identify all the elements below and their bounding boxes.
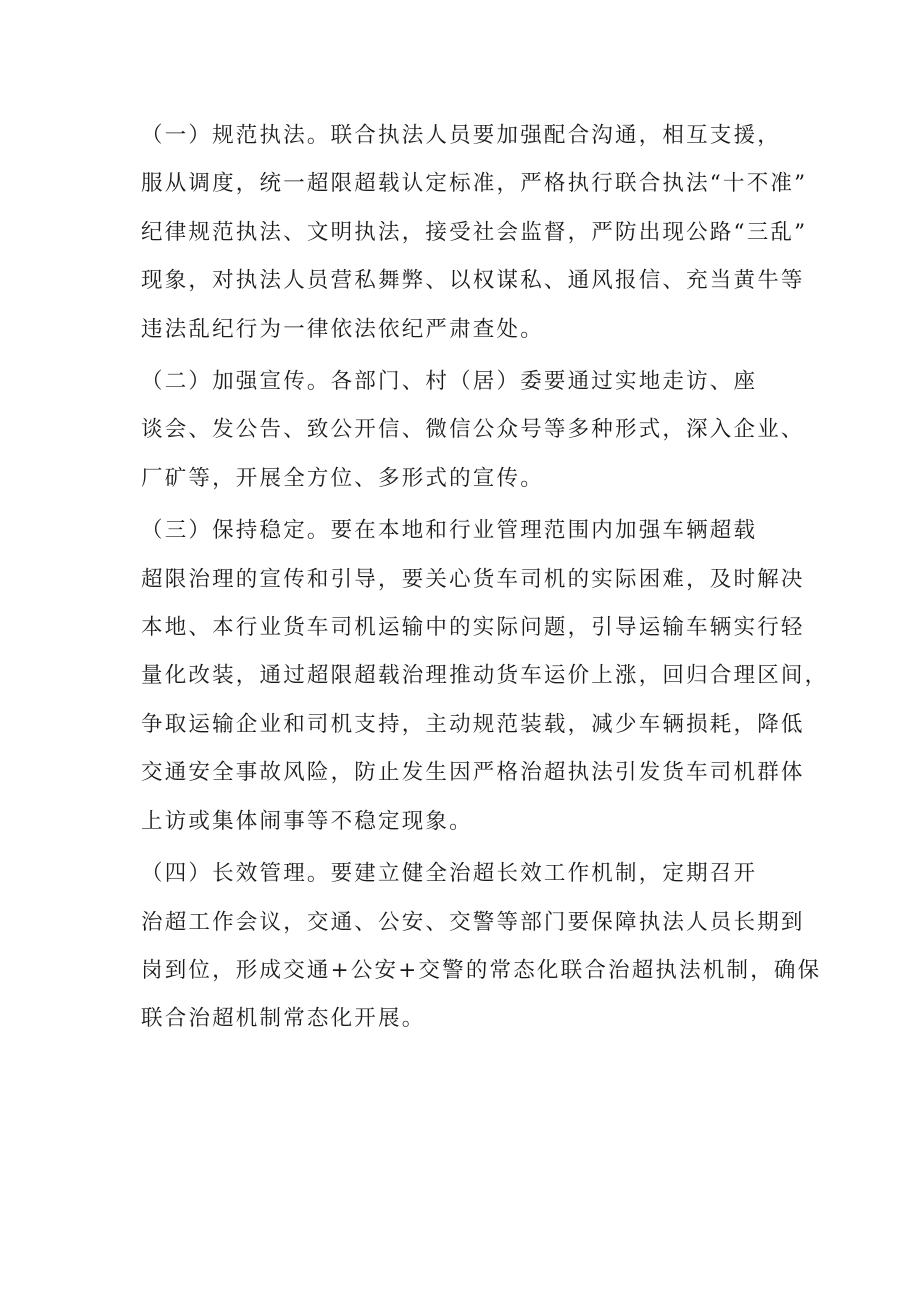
paragraph-strengthen-publicity: [141, 358, 805, 503]
text-line: （一）规范执法。联合执法人员要加强配合沟通，相互支援，: [141, 123, 781, 148]
text-line: 超限治理的宣传和引导，要关心货车司机的实际困难，及时解决: [141, 566, 805, 592]
text-line: 本地、本行业货车司机运输中的实际问题，引导运输车辆实行轻: [141, 615, 805, 641]
text-line: 违法乱纪行为一律依法依纪严肃查处。: [141, 316, 544, 342]
text-line: 争取运输企业和司机支持，主动规范装载，减少车辆损耗，降低: [141, 711, 805, 737]
text-line: （三）保持稳定。要在本地和行业管理范围内加强车辆超载: [141, 518, 758, 544]
text-line: 厂矿等，开展全方位、多形式的宣传。: [141, 465, 544, 491]
paragraph-maintain-stability: [141, 507, 829, 846]
text-line: （四）长效管理。要建立健全治超长效工作机制，定期召开: [141, 861, 758, 887]
paragraph-long-term-management: [141, 850, 822, 1044]
text-line: 交通安全事故风险，防止发生因严格治超执法引发货车司机群体: [141, 760, 805, 786]
text-line: （二）加强宣传。各部门、村（居）委要通过实地走访、座: [141, 369, 758, 395]
document-body: [141, 112, 829, 1048]
text-line: 联合治超机制常态化开展。: [141, 1006, 426, 1032]
text-line: 谈会、发公告、致公开信、微信公众号等多种形式，深入企业、: [141, 417, 805, 443]
text-line: 服从调度，统一超限超载认定标准，严格执行联合执法“十不准”: [141, 171, 808, 197]
paragraph-standardize-enforcement: [141, 112, 808, 354]
text-line: 现象，对执法人员营私舞弊、以权谋私、通风报信、充当黄牛等: [141, 268, 805, 294]
text-line: 岗到位，形成交通+公安+交警的常态化联合治超执法机制，确保: [141, 957, 822, 983]
text-line: 上访或集体闹事等不稳定现象。: [141, 808, 473, 834]
text-line: 量化改装，通过超限超载治理推动货车运价上涨，回归合理区间，: [141, 663, 829, 689]
text-line: 治超工作会议，交通、公安、交警等部门要保障执法人员长期到: [141, 909, 805, 935]
text-line: 纪律规范执法、文明执法，接受社会监督，严防出现公路“三乱”: [141, 219, 808, 245]
